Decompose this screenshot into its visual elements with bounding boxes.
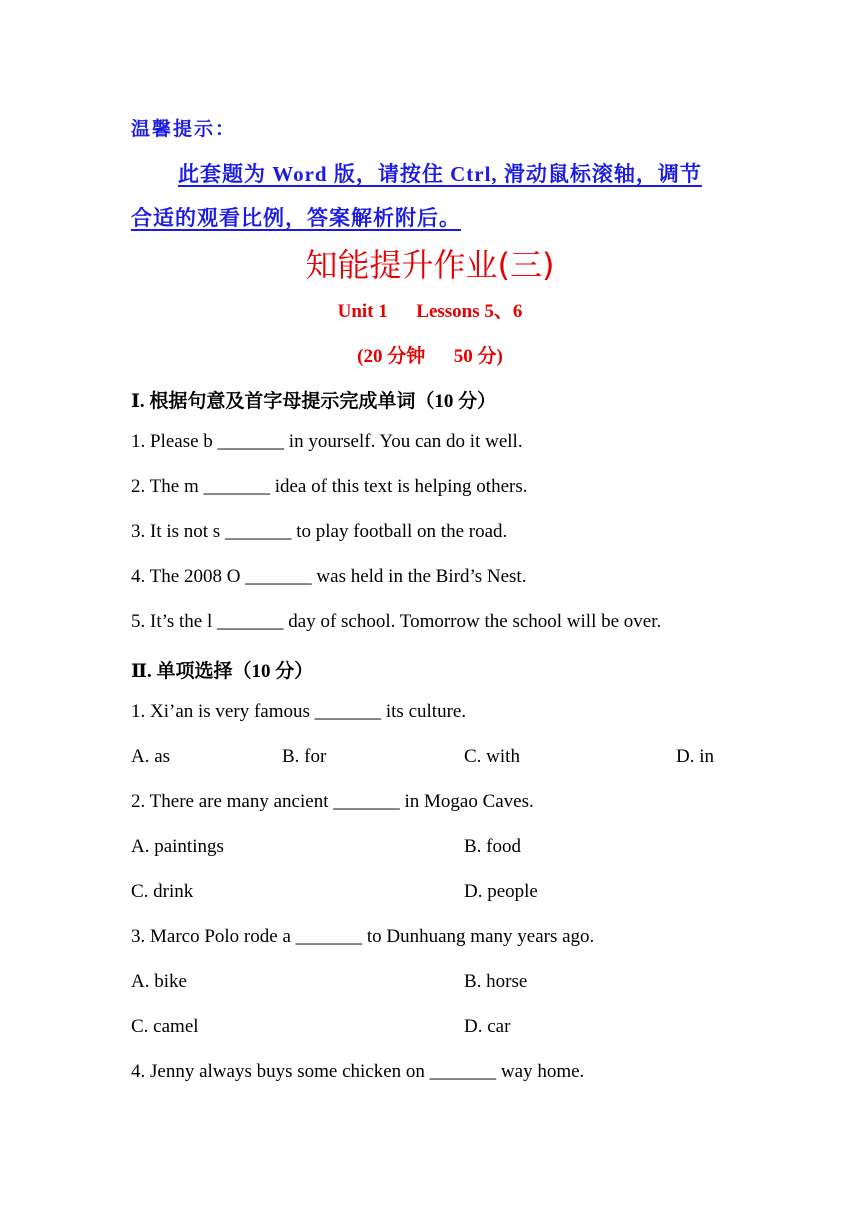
q1-option-b: B. for: [282, 746, 327, 767]
q1-option-c: C. with: [464, 746, 520, 767]
tip-line-2: 合适的观看比例，答案解析附后。: [131, 206, 461, 230]
time-line: (20 分钟 50 分): [357, 346, 503, 367]
section-2-question-4: 4. Jenny always buys some chicken on _______ way home.: [131, 1061, 585, 1082]
q1-option-a: A. as: [131, 746, 171, 767]
tip-label: 温馨提示：: [131, 119, 237, 140]
section-1-question-5: 5. It’s the l _______ day of school. Tomorrow the school will be over.: [131, 611, 662, 632]
section-1-heading: Ⅰ. 根据句意及首字母提示完成单词（10 分）: [131, 391, 497, 412]
q2-option-c: C. drink: [131, 881, 194, 902]
section-1-question-3: 3. It is not s _______ to play football on the road.: [131, 521, 508, 542]
page-title: 知能提升作业(三): [305, 246, 555, 284]
q2-option-b: B. food: [464, 836, 521, 857]
q2-option-d: D. people: [464, 881, 538, 902]
section-1-question-2: 2. The m _______ idea of this text is helping others.: [131, 476, 528, 497]
q3-option-b: B. horse: [464, 971, 528, 992]
q3-option-c: C. camel: [131, 1016, 199, 1037]
q3-option-a: A. bike: [131, 971, 187, 992]
q1-option-d: D. in: [676, 746, 714, 767]
section-2-question-3: 3. Marco Polo rode a _______ to Dunhuang many years ago.: [131, 926, 595, 947]
section-2-question-2: 2. There are many ancient _______ in Mogao Caves.: [131, 791, 534, 812]
tip-line-1: 此套题为 Word 版，请按住 Ctrl, 滑动鼠标滚轴，调节: [178, 162, 702, 186]
unit-line: Unit 1 Lessons 5、6: [337, 301, 523, 322]
section-1-question-1: 1. Please b _______ in yourself. You can do it well.: [131, 431, 523, 452]
section-1-question-4: 4. The 2008 O _______ was held in the Bird’s Nest.: [131, 566, 527, 587]
q2-option-a: A. paintings: [131, 836, 224, 857]
section-2-heading: Ⅱ. 单项选择（10 分）: [131, 661, 314, 682]
q3-option-d: D. car: [464, 1016, 511, 1037]
section-2-question-1: 1. Xi’an is very famous _______ its culture.: [131, 701, 467, 722]
